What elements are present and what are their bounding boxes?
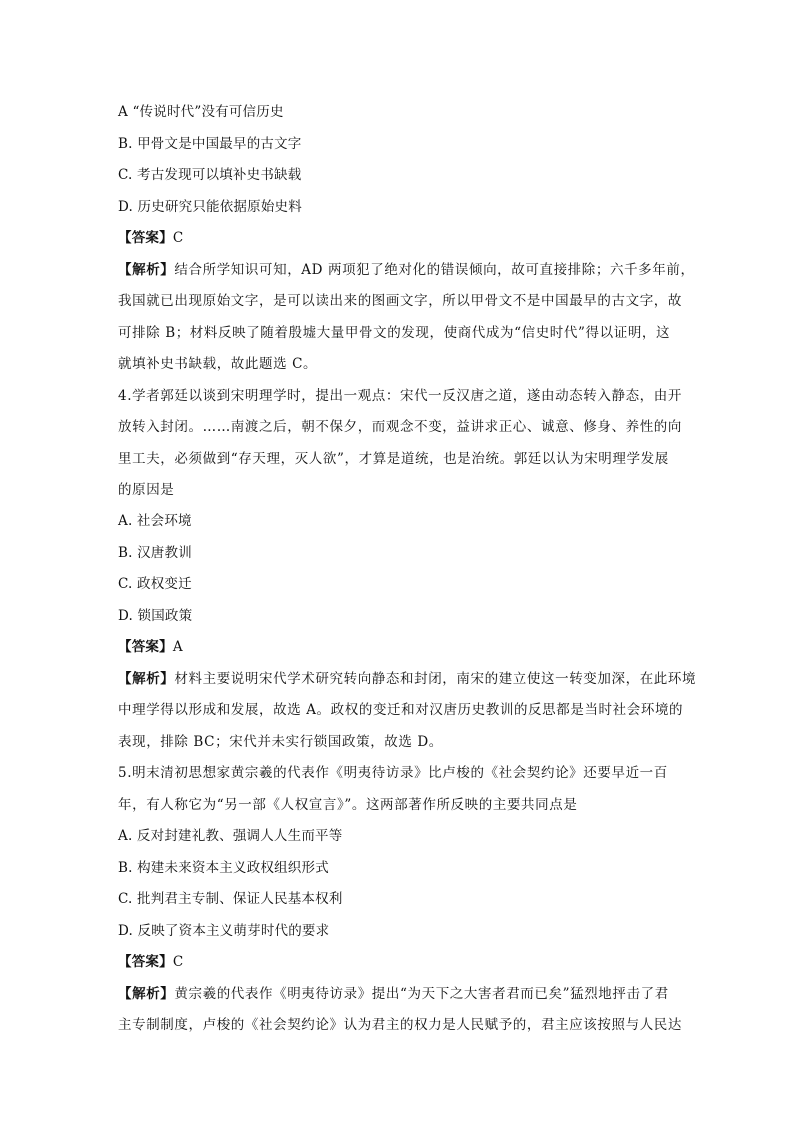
analysis-label: 【解析】	[118, 986, 175, 1002]
analysis-text: 黄宗羲的代表作《明夷待访录》提出“为天下之大害者君而已矣”猛烈地抨击了君	[174, 986, 669, 1002]
analysis-text: 结合所学知识可知，AD 两项犯了绝对化的错误倾向，故可直接排除；六千多年前，	[174, 262, 695, 278]
q3-analysis-line-3: 可排除 B；材料反映了随着殷墟大量甲骨文的发现，使商代成为“信史时代”得以证明，这	[118, 325, 671, 341]
q4-option-d: D. 锁国政策	[118, 608, 193, 624]
q4-answer	[118, 638, 183, 656]
q3-analysis-line-4: 就填补史书缺载，故此题选 C。	[118, 356, 318, 372]
q4-option-a: A. 社会环境	[118, 513, 192, 529]
q5-option-d: D. 反映了资本主义萌芽时代的要求	[118, 923, 330, 939]
q4-question-line-3: 里工夫，必须做到“存天理，灭人欲”，才算是道统，也是治统。郭廷以认为宋明理学发展	[118, 451, 669, 467]
analysis-label: 【解析】	[118, 262, 175, 278]
q5-option-b: B. 构建未来资本主义政权组织形式	[118, 860, 329, 876]
q4-question-line-2: 放转入封闭。……南渡之后，朝不保夕，而观念不变，益讲求正心、诚意、修身、养性的向	[118, 419, 682, 435]
q4-question-line-4: 的原因是	[118, 482, 175, 498]
answer-label: 【答案】	[118, 639, 173, 655]
q4-option-b: B. 汉唐教训	[118, 545, 192, 561]
q4-analysis-line-3: 表现，排除 BC；宋代并未实行锁国政策，故选 D。	[118, 734, 443, 750]
answer-value: C	[172, 954, 184, 970]
q3-option-d: D. 历史研究只能依据原始史料	[118, 199, 302, 215]
q5-answer	[118, 953, 183, 971]
q5-option-a: A. 反对封建礼教、强调人人生而平等	[118, 828, 343, 844]
q5-option-c: C. 批判君主专制、保证人民基本权利	[118, 891, 343, 907]
answer-label: 【答案】	[118, 230, 173, 246]
q4-option-c: C. 政权变迁	[118, 576, 192, 592]
q5-analysis-line-2: 主专制制度，卢梭的《社会契约论》认为君主的权力是人民赋予的，君主应该按照与人民达	[118, 1017, 682, 1033]
answer-value: A	[172, 639, 183, 655]
q3-option-b: B. 甲骨文是中国最早的古文字	[118, 136, 302, 152]
q3-analysis-line-2: 我国就已出现原始文字，是可以读出来的图画文字，所以甲骨文不是中国最早的古文字，故	[118, 293, 682, 309]
q3-answer	[118, 229, 183, 247]
q4-analysis-line-2: 中理学得以形成和发展，故选 A。政权的变迁和对汉唐历史教训的反思都是当时社会环境的	[118, 702, 684, 718]
q3-option-c: C. 考古发现可以填补史书缺载	[118, 167, 302, 183]
q4-question-line-1: 4.学者郭廷以谈到宋明理学时，提出一观点：宋代一反汉唐之道，遂由动态转入静态，由开	[118, 388, 682, 404]
answer-label: 【答案】	[118, 954, 173, 970]
q5-question-line-2: 年，有人称它为“另一部《人权宣言》”。这两部著作所反映的主要共同点是	[118, 797, 578, 813]
analysis-text: 材料主要说明宋代学术研究转向静态和封闭，南宋的建立使这一转变加深，在此环境	[174, 671, 697, 687]
q3-option-a: A “传说时代”没有可信历史	[118, 104, 284, 120]
answer-value: C	[172, 230, 184, 246]
q3-analysis-line-1	[118, 261, 695, 279]
q5-analysis-line-1	[118, 985, 669, 1003]
q5-question-line-1: 5.明末清初思想家黄宗羲的代表作《明夷待访录》比卢梭的《社会契约论》还要早近一百	[118, 765, 668, 781]
analysis-label: 【解析】	[118, 671, 175, 687]
q4-analysis-line-1	[118, 670, 696, 688]
